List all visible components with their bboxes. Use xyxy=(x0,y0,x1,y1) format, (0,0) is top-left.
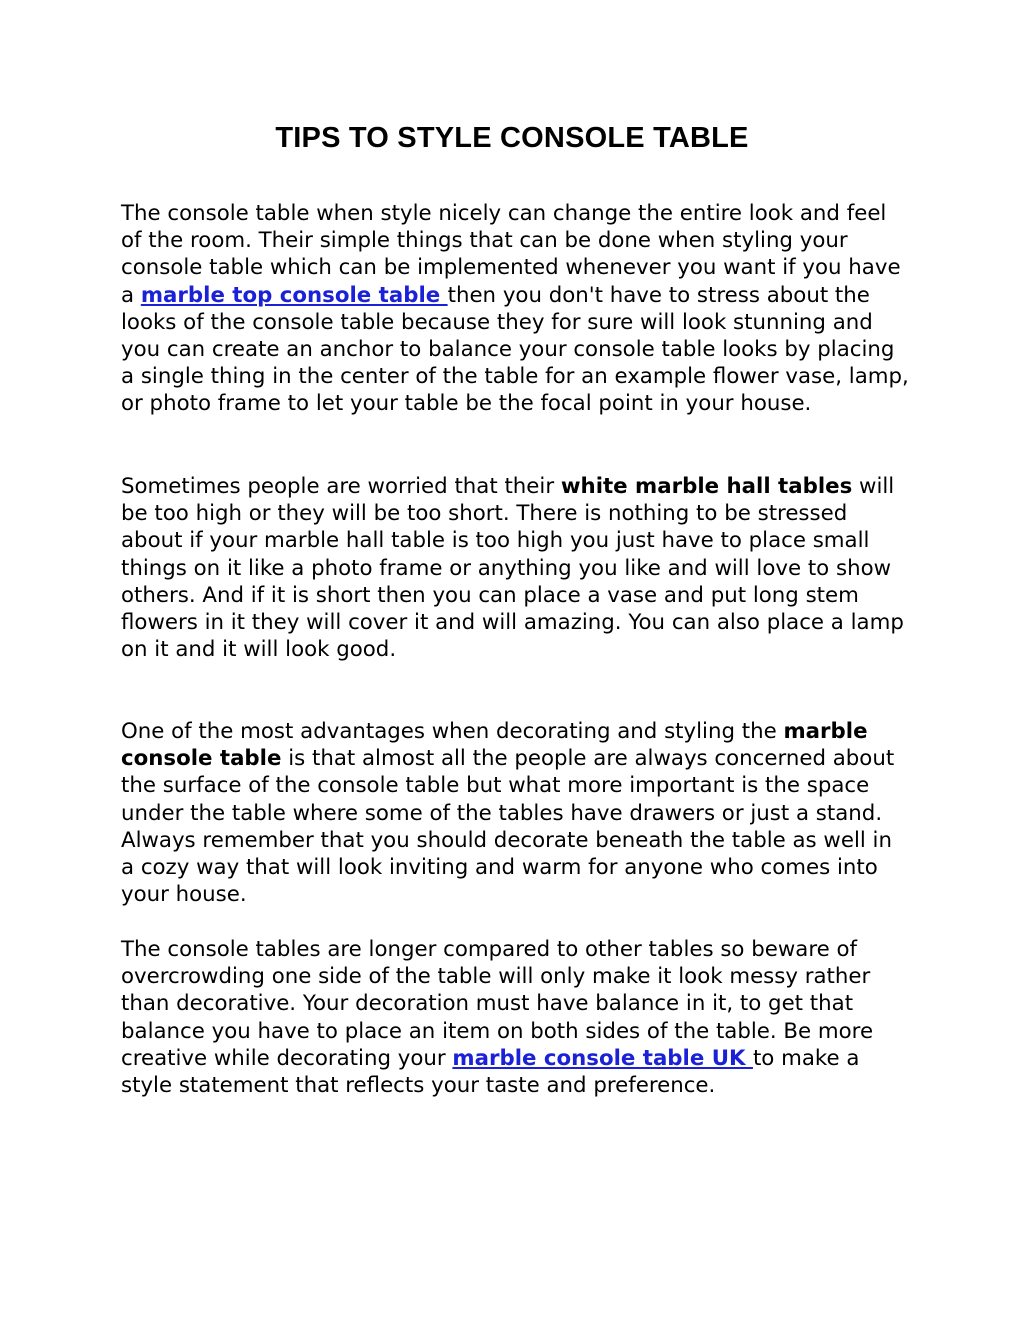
marble-console-table-uk-link[interactable]: marble console table UK xyxy=(452,1045,753,1071)
paragraph-1-text-start: The console table when style nicely can change the entire look and feel of the room. Their simple things that can be done when styling your console table which can be implemented whenever you want if you have a xyxy=(121,201,901,308)
paragraph-2-text-end: will be too high or they will be too short. There is nothing to be stressed about if your marble hall table is too high you just have to place small things on it like a photo frame or anything you like and will love to show others. And if it is short then you can place a vase and put long stem flowers in it they will cover it and will amazing. You can also place a lamp on it and it will look good. xyxy=(121,474,904,663)
paragraph-3 xyxy=(121,718,911,908)
paragraph-4 xyxy=(121,936,911,1099)
paragraph-1 xyxy=(121,200,911,418)
paragraph-2 xyxy=(121,473,911,663)
page-title: TIPS TO STYLE CONSOLE TABLE xyxy=(275,122,749,154)
paragraph-4-text-start: The console tables are longer compared to other tables so beware of overcrowding one side of the table will only make it look messy rather than decorative. Your decoration must have balance in it, to get that balance you have to place an item on both sides of the table. Be more creative while decorating your xyxy=(121,937,874,1071)
paragraph-4-text-end: to make a style statement that reflects your taste and preference. xyxy=(121,1045,860,1099)
paragraph-3-text-end: is that almost all the people are always concerned about the surface of the console table but what more important is the space under the table where some of the tables have drawers or just a stand. Always remember that you should decorate beneath the table as well in a cozy way that will look inviting and warm for anyone who comes into your house. xyxy=(121,746,895,908)
paragraph-2-text-start: Sometimes people are worried that their xyxy=(121,474,561,499)
paragraph-3-text-start: One of the most advantages when decorating and styling the xyxy=(121,719,784,744)
marble-top-console-table-link[interactable]: marble top console table xyxy=(140,282,448,308)
white-marble-hall-tables-bold: white marble hall tables xyxy=(560,474,853,499)
marble-console-table-bold: marble console table xyxy=(121,719,868,772)
paragraph-1-text-end: then you don't have to stress about the looks of the console table because they for sure will look stunning and you can create an anchor to balance your console table looks by placing a single thing in the center of the table for an example flower vase, lamp, or photo frame to let your table be the focal point in your house. xyxy=(121,282,909,417)
